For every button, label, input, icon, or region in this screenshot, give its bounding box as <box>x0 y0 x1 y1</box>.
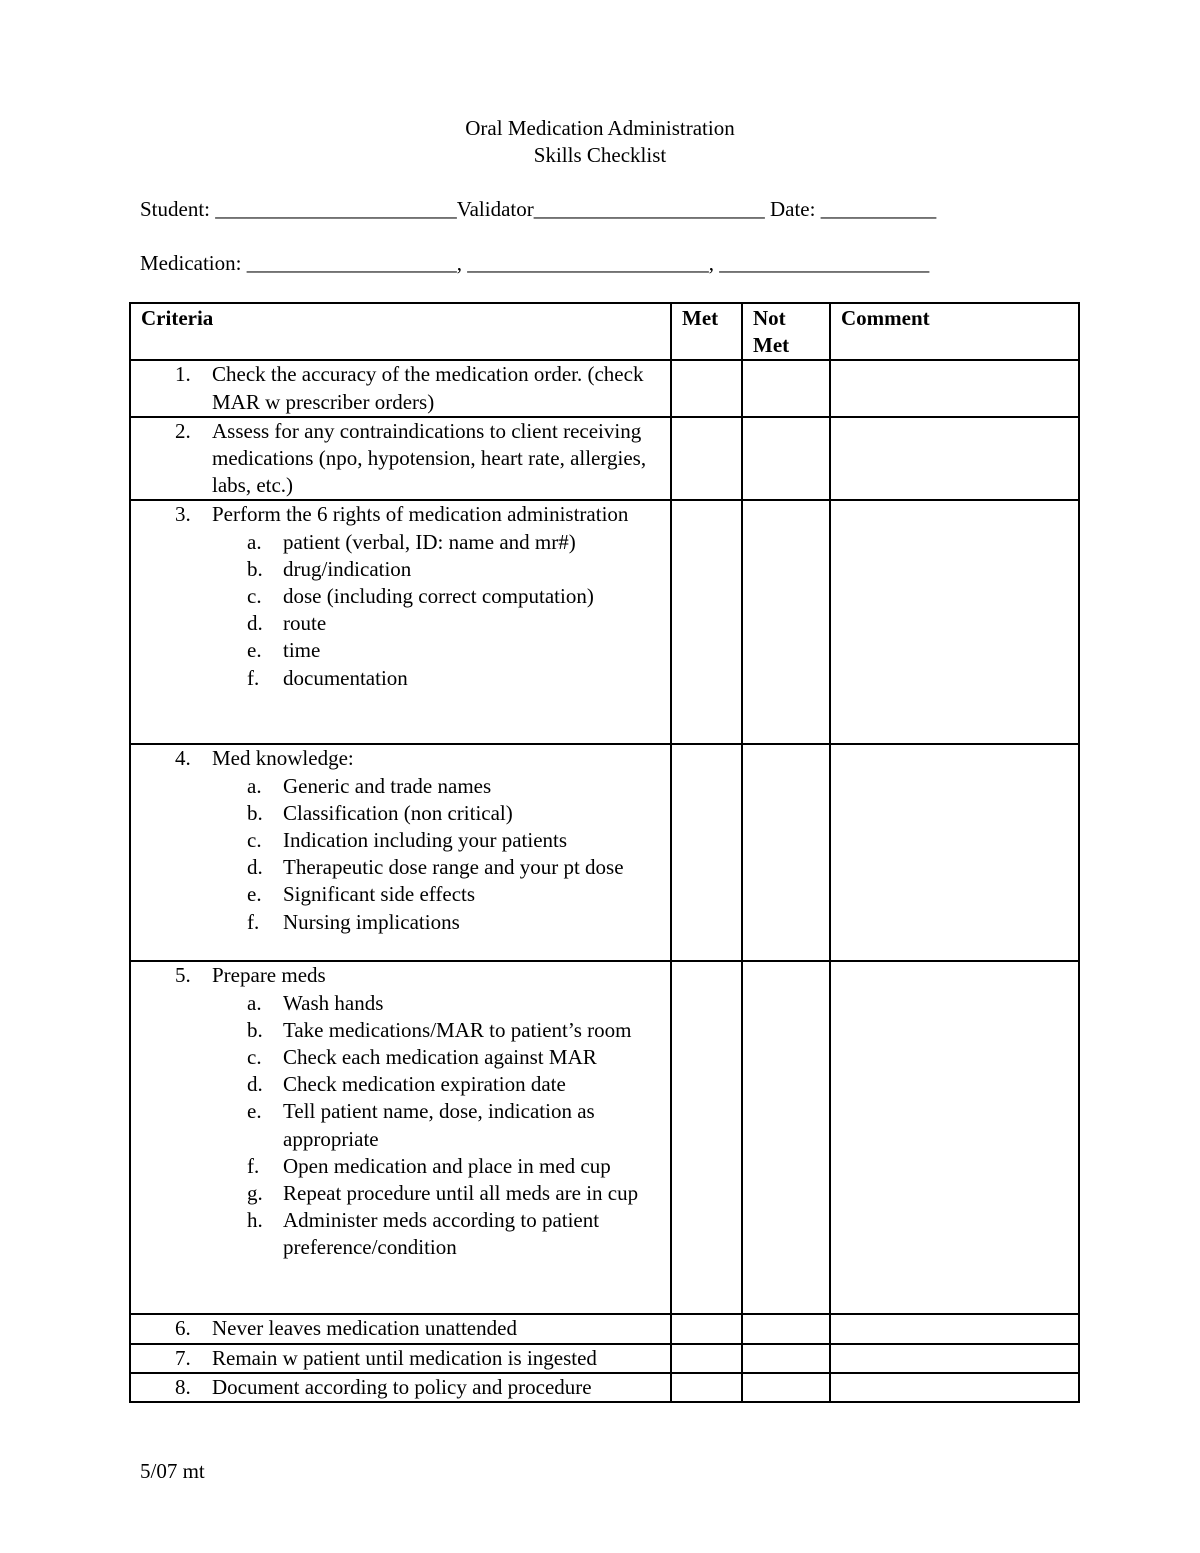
sub-criteria-text: patient (verbal, ID: name and mr#) <box>283 529 576 554</box>
criteria-text: Remain w patient until medication is ingested <box>212 1345 597 1370</box>
criteria-item <box>141 1315 670 1342</box>
criteria-item <box>141 962 670 1261</box>
criteria-number: 2. <box>175 418 191 443</box>
table-row <box>130 1314 1079 1343</box>
sub-criteria-item <box>141 556 670 583</box>
comment-cell[interactable] <box>830 417 1079 501</box>
met-cell[interactable] <box>671 1373 742 1402</box>
criteria-item <box>141 361 670 415</box>
sub-criteria-text: dose (including correct computation) <box>283 584 594 609</box>
sub-criteria-letter: e. <box>247 638 262 663</box>
sub-criteria-item <box>141 909 670 936</box>
table-row <box>130 500 1079 744</box>
met-cell[interactable] <box>671 1314 742 1343</box>
comment-cell[interactable] <box>830 500 1079 744</box>
sub-criteria-list <box>212 990 670 1262</box>
sub-criteria-item <box>141 1180 670 1207</box>
met-cell[interactable] <box>671 360 742 416</box>
table-row <box>130 744 1079 961</box>
sub-criteria-text: route <box>283 611 327 636</box>
met-cell[interactable] <box>671 417 742 501</box>
sub-criteria-letter: d. <box>247 611 263 636</box>
sub-criteria-item <box>141 665 670 692</box>
not-met-cell[interactable] <box>742 360 830 416</box>
student-validator-date-line: Student: _______________________Validator______________________ Date: ___________ <box>140 197 937 221</box>
sub-criteria-text: Administer meds according to patient preference/condition <box>283 1208 600 1260</box>
sub-criteria-list <box>212 773 670 936</box>
sub-criteria-text: Take medications/MAR to patient’s room <box>283 1017 632 1042</box>
sub-criteria-letter: b. <box>247 556 263 581</box>
sub-criteria-text: Nursing implications <box>283 909 460 934</box>
criteria-number: 7. <box>175 1345 191 1370</box>
sub-criteria-item <box>141 1207 670 1261</box>
sub-criteria-text: documentation <box>283 665 408 690</box>
comment-cell[interactable] <box>830 360 1079 416</box>
criteria-text: Never leaves medication unattended <box>212 1316 517 1341</box>
sub-criteria-letter: f. <box>247 909 260 934</box>
sub-criteria-item <box>141 881 670 908</box>
header-criteria: Criteria <box>130 303 671 360</box>
sub-criteria-letter: a. <box>247 990 262 1015</box>
sub-criteria-letter: c. <box>247 1045 262 1070</box>
sub-criteria-letter: c. <box>247 828 262 853</box>
table-row <box>130 417 1079 501</box>
sub-criteria-text: time <box>283 638 321 663</box>
table-header-row <box>130 303 1079 360</box>
criteria-cell <box>130 744 671 961</box>
not-met-cell[interactable] <box>742 1373 830 1402</box>
sub-criteria-item <box>141 583 670 610</box>
criteria-number: 1. <box>175 362 191 387</box>
sub-criteria-item <box>141 800 670 827</box>
criteria-item <box>141 501 670 691</box>
criteria-cell <box>130 1314 671 1343</box>
sub-criteria-letter: b. <box>247 1017 263 1042</box>
sub-criteria-item <box>141 610 670 637</box>
comment-cell[interactable] <box>830 744 1079 961</box>
criteria-cell <box>130 1344 671 1373</box>
sub-criteria-item <box>141 1098 670 1152</box>
header-not-met-label: Not Met <box>753 306 790 358</box>
criteria-number: 8. <box>175 1374 191 1399</box>
criteria-cell <box>130 961 671 1314</box>
sub-criteria-item <box>141 827 670 854</box>
sub-criteria-letter: e. <box>247 882 262 907</box>
sub-criteria-list <box>212 529 670 692</box>
sub-criteria-text: Wash hands <box>283 990 384 1015</box>
comment-cell[interactable] <box>830 961 1079 1314</box>
table-row <box>130 360 1079 416</box>
header-comment: Comment <box>830 303 1079 360</box>
met-cell[interactable] <box>671 744 742 961</box>
criteria-number: 3. <box>175 502 191 527</box>
table-row <box>130 1373 1079 1402</box>
medication-line: Medication: ____________________, _______________________, ____________________ <box>140 251 930 275</box>
sub-criteria-letter: h. <box>247 1208 263 1233</box>
sub-criteria-letter: a. <box>247 529 262 554</box>
sub-criteria-letter: f. <box>247 665 260 690</box>
document-subtitle: Skills Checklist <box>533 143 667 167</box>
sub-criteria-item <box>141 1153 670 1180</box>
criteria-number: 6. <box>175 1316 191 1341</box>
sub-criteria-letter: g. <box>247 1181 263 1206</box>
sub-criteria-text: Generic and trade names <box>283 773 492 798</box>
criteria-cell <box>130 360 671 416</box>
comment-cell[interactable] <box>830 1373 1079 1402</box>
criteria-text: Check the accuracy of the medication order. (check MAR w prescriber orders) <box>212 362 644 414</box>
sub-criteria-text: Open medication and place in med cup <box>283 1153 611 1178</box>
header-met: Met <box>671 303 742 360</box>
sub-criteria-letter: d. <box>247 1072 263 1097</box>
criteria-item <box>141 418 670 500</box>
not-met-cell[interactable] <box>742 500 830 744</box>
sub-criteria-text: Indication including your patients <box>283 828 568 853</box>
criteria-item <box>141 1345 670 1372</box>
criteria-text: Document according to policy and procedure <box>212 1374 592 1399</box>
criteria-number: 5. <box>175 963 191 988</box>
sub-criteria-text: Tell patient name, dose, indication as appropriate <box>283 1099 595 1151</box>
sub-criteria-text: Check each medication against MAR <box>283 1045 597 1070</box>
sub-criteria-item <box>141 1071 670 1098</box>
comment-cell[interactable] <box>830 1344 1079 1373</box>
criteria-cell <box>130 500 671 744</box>
sub-criteria-text: Classification (non critical) <box>283 800 513 825</box>
sub-criteria-text: Therapeutic dose range and your pt dose <box>283 855 624 880</box>
header-not-met <box>742 303 830 360</box>
sub-criteria-item <box>141 773 670 800</box>
sub-criteria-letter: c. <box>247 584 262 609</box>
not-met-cell[interactable] <box>742 1344 830 1373</box>
sub-criteria-letter: f. <box>247 1153 260 1178</box>
sub-criteria-item <box>141 990 670 1017</box>
criteria-item <box>141 745 670 935</box>
criteria-text: Assess for any contraindications to client receiving medications (npo, hypotension, heart rate, allergies, labs, etc.) <box>212 418 647 498</box>
page-footer: 5/07 mt <box>140 1459 205 1483</box>
criteria-cell <box>130 1373 671 1402</box>
document-title: Oral Medication Administration <box>465 116 735 140</box>
criteria-text: Med knowledge: <box>212 746 354 771</box>
sub-criteria-item <box>141 1017 670 1044</box>
skills-checklist-table <box>129 302 1080 1403</box>
met-cell[interactable] <box>671 961 742 1314</box>
sub-criteria-text: drug/indication <box>283 556 412 581</box>
met-cell[interactable] <box>671 500 742 744</box>
sub-criteria-text: Repeat procedure until all meds are in cup <box>283 1181 639 1206</box>
sub-criteria-letter: a. <box>247 773 262 798</box>
criteria-text: Perform the 6 rights of medication administration <box>212 502 629 527</box>
met-cell[interactable] <box>671 1344 742 1373</box>
criteria-number: 4. <box>175 746 191 771</box>
table-row <box>130 961 1079 1314</box>
sub-criteria-text: Check medication expiration date <box>283 1072 566 1097</box>
comment-cell[interactable] <box>830 1314 1079 1343</box>
not-met-cell[interactable] <box>742 744 830 961</box>
sub-criteria-letter: e. <box>247 1099 262 1124</box>
sub-criteria-item <box>141 1044 670 1071</box>
sub-criteria-text: Significant side effects <box>283 882 476 907</box>
not-met-cell[interactable] <box>742 417 830 501</box>
table-row <box>130 1344 1079 1373</box>
sub-criteria-letter: d. <box>247 855 263 880</box>
sub-criteria-item <box>141 854 670 881</box>
sub-criteria-item <box>141 637 670 664</box>
sub-criteria-letter: b. <box>247 800 263 825</box>
criteria-text: Prepare meds <box>212 963 326 988</box>
not-met-cell[interactable] <box>742 961 830 1314</box>
criteria-item <box>141 1374 670 1401</box>
not-met-cell[interactable] <box>742 1314 830 1343</box>
criteria-cell <box>130 417 671 501</box>
sub-criteria-item <box>141 529 670 556</box>
